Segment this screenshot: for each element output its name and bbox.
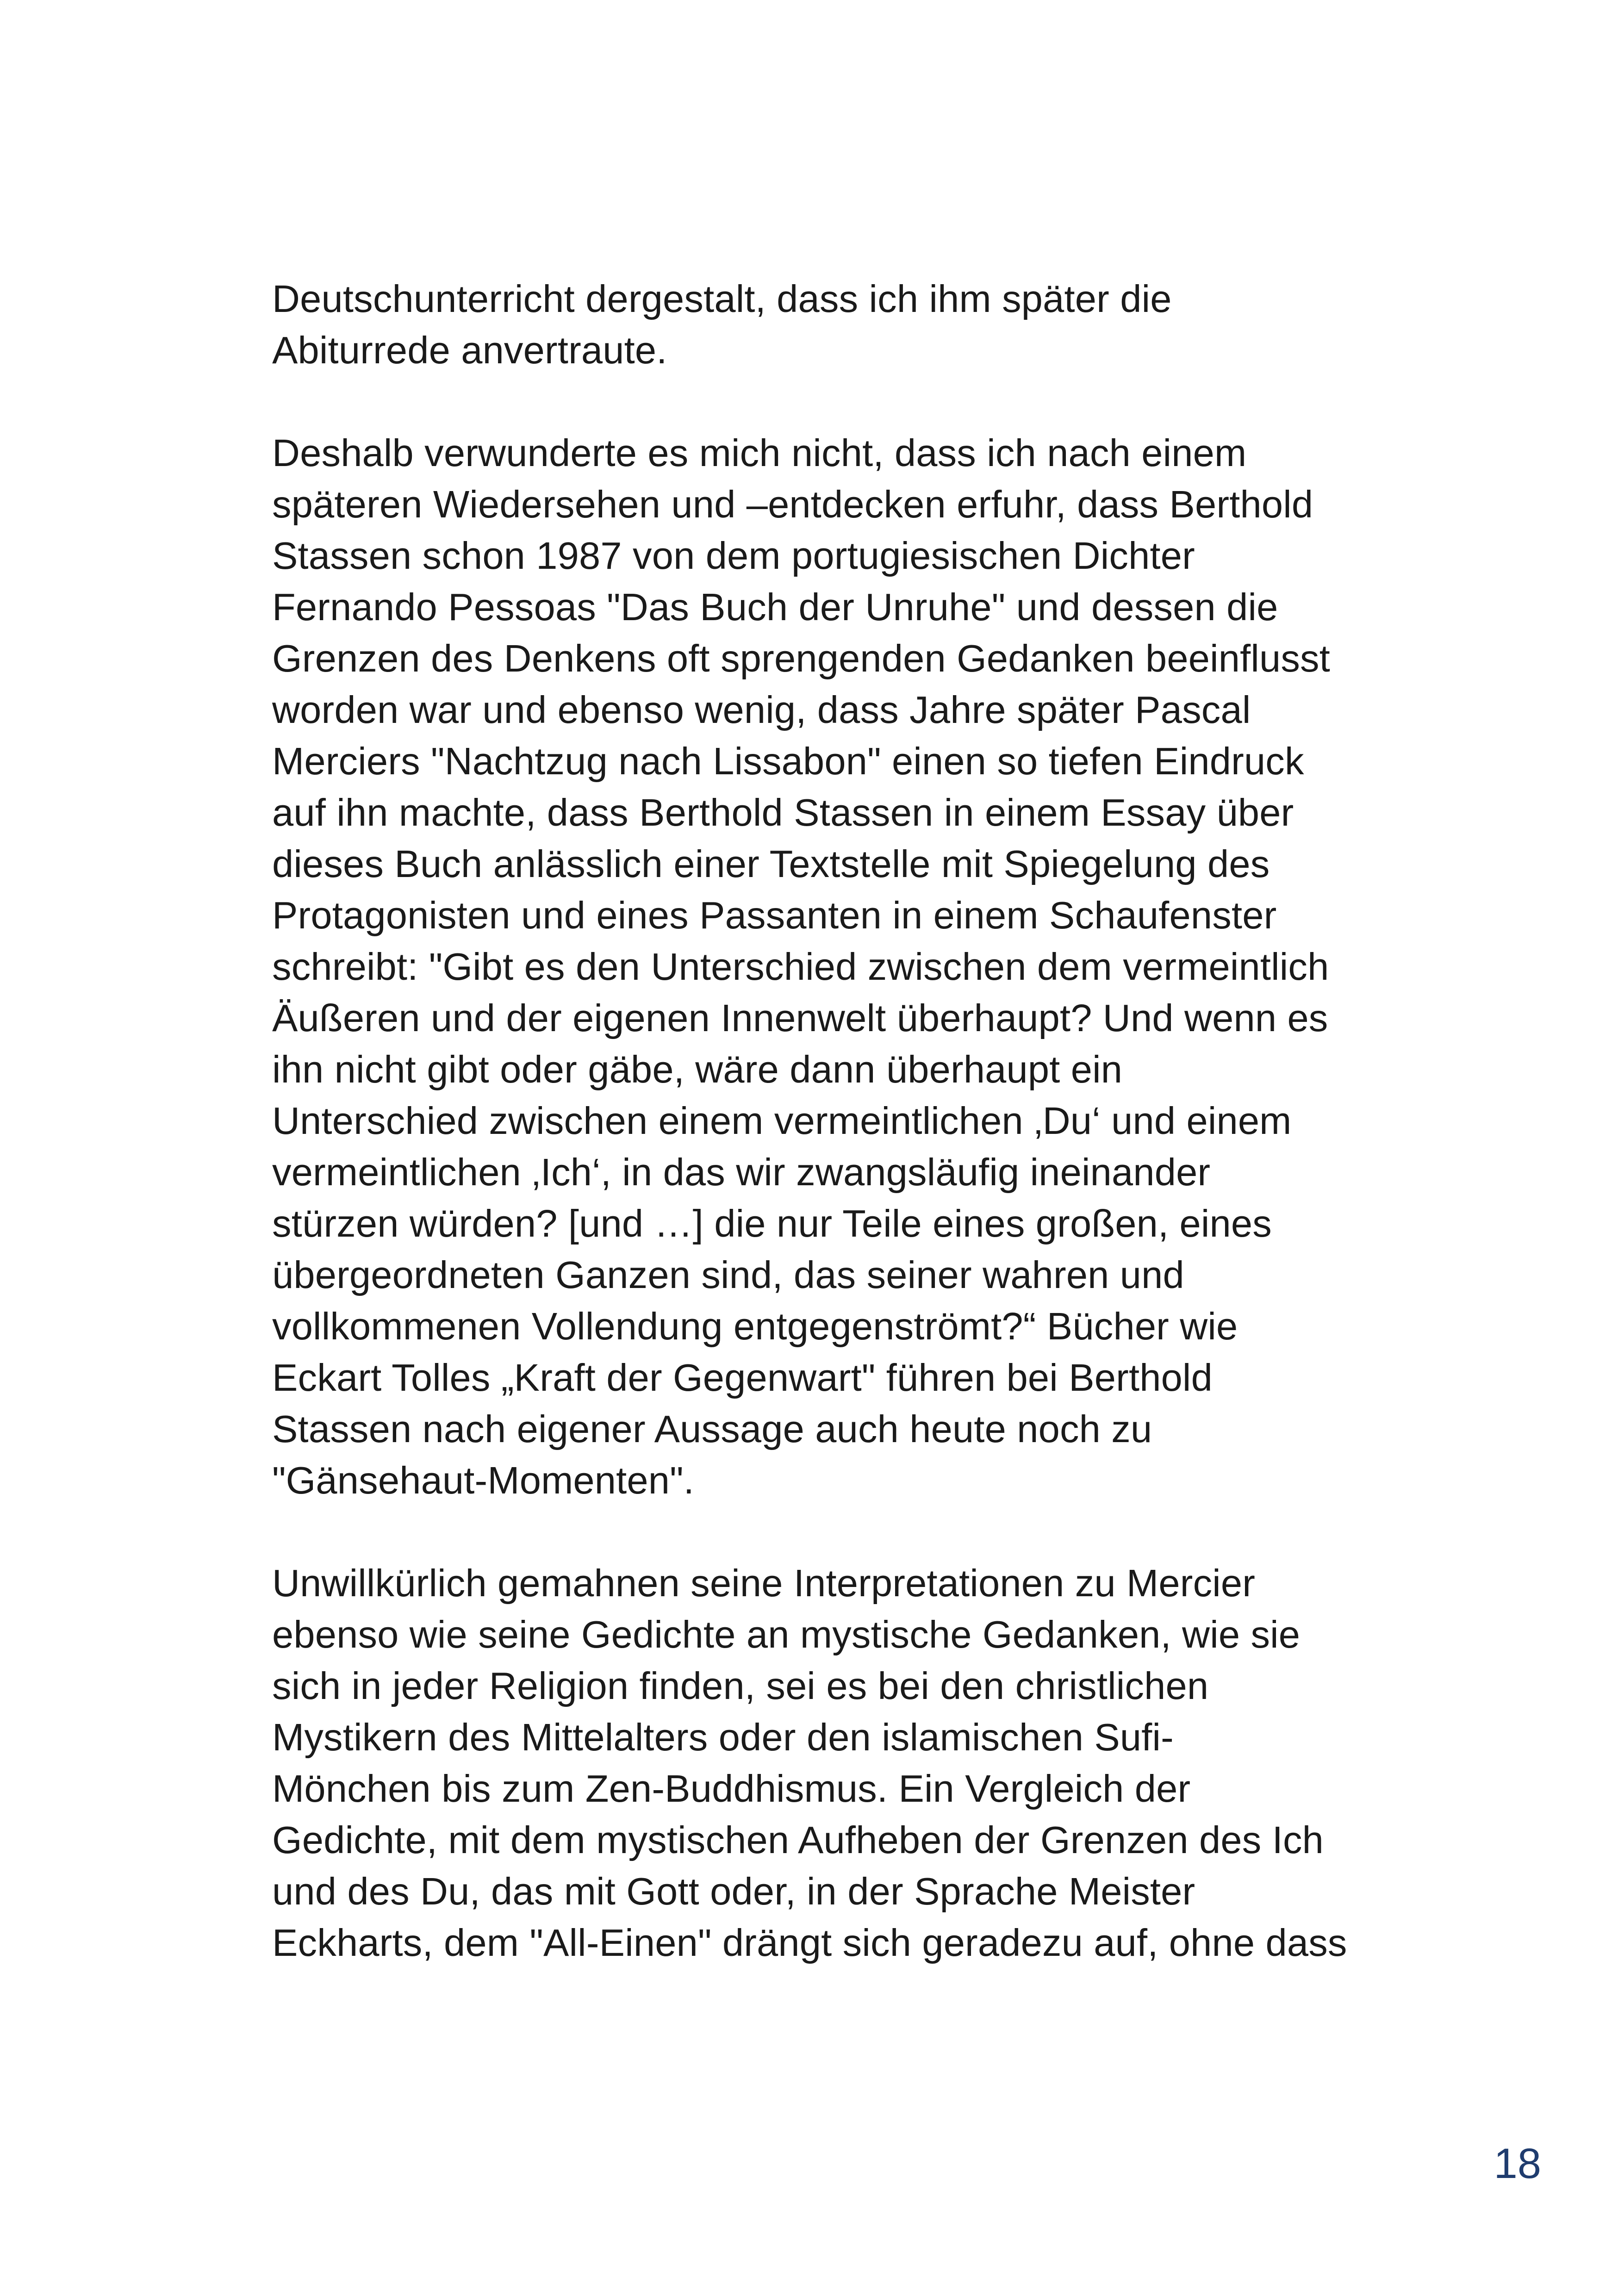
text-line: Eckharts, dem "All-Einen" drängt sich geradezu auf, ohne dass [272,1921,1347,1964]
text-line: Grenzen des Denkens oft sprengenden Gedanken beeinflusst [272,637,1330,680]
text-line: Unwillkürlich gemahnen seine Interpretationen zu Mercier [272,1562,1256,1605]
text-line: Fernando Pessoas "Das Buch der Unruhe" und dessen die [272,585,1278,628]
text-line: vermeintlichen ‚Ich‘, in das wir zwangsläufig ineinander [272,1151,1211,1194]
paragraph-3 [272,1557,1392,1968]
paragraph-1 [272,273,1392,376]
text-line: und des Du, das mit Gott oder, in der Sprache Meister [272,1870,1195,1913]
text-line: auf ihn machte, dass Berthold Stassen in einem Essay über [272,791,1294,834]
text-line: dieses Buch anlässlich einer Textstelle mit Spiegelung des [272,842,1270,885]
text-line: Äußeren und der eigenen Innenwelt überhaupt? Und wenn es [272,996,1328,1039]
paragraph-spacer [272,376,1392,427]
text-line: worden war und ebenso wenig, dass Jahre später Pascal [272,688,1251,731]
text-line: sich in jeder Religion finden, sei es bei den christlichen [272,1664,1209,1707]
text-line: "Gänsehaut-Momenten". [272,1459,695,1502]
text-line: Mystikern des Mittelalters oder den islamischen Sufi- [272,1716,1174,1759]
text-line: Protagonisten und eines Passanten in einem Schaufenster [272,894,1277,937]
text-line: Mönchen bis zum Zen-Buddhismus. Ein Vergleich der [272,1767,1191,1810]
paragraph-spacer [272,1506,1392,1557]
text-line: Stassen nach eigener Aussage auch heute noch zu [272,1407,1152,1450]
text-line: vollkommenen Vollendung entgegenströmt?“ Bücher wie [272,1305,1238,1348]
text-line: Unterschied zwischen einem vermeintlichen ‚Du‘ und einem [272,1099,1292,1142]
text-line: Merciers "Nachtzug nach Lissabon" einen so tiefen Eindruck [272,740,1304,783]
text-line: ihn nicht gibt oder gäbe, wäre dann überhaupt ein [272,1048,1123,1091]
text-line: Abiturrede anvertraute. [272,329,667,372]
text-line: stürzen würden? [und …] die nur Teile eines großen, eines [272,1202,1272,1245]
text-line: ebenso wie seine Gedichte an mystische Gedanken, wie sie [272,1613,1301,1656]
text-line: Deutschunterricht dergestalt, dass ich ihm später die [272,277,1172,320]
text-line: Deshalb verwunderte es mich nicht, dass ich nach einem [272,431,1247,474]
body-text [272,273,1392,1968]
text-line: Stassen schon 1987 von dem portugiesischen Dichter [272,534,1195,577]
paragraph-2 [272,427,1392,1506]
text-line: übergeordneten Ganzen sind, das seiner wahren und [272,1253,1184,1296]
text-line: Eckart Tolles „Kraft der Gegenwart" führen bei Berthold [272,1356,1213,1399]
page-number: 18 [1494,2140,1541,2187]
text-line: schreibt: "Gibt es den Unterschied zwischen dem vermeintlich [272,945,1329,988]
text-line: späteren Wiedersehen und –entdecken erfuhr, dass Berthold [272,483,1313,526]
text-line: Gedichte, mit dem mystischen Aufheben der Grenzen des Ich [272,1818,1324,1861]
